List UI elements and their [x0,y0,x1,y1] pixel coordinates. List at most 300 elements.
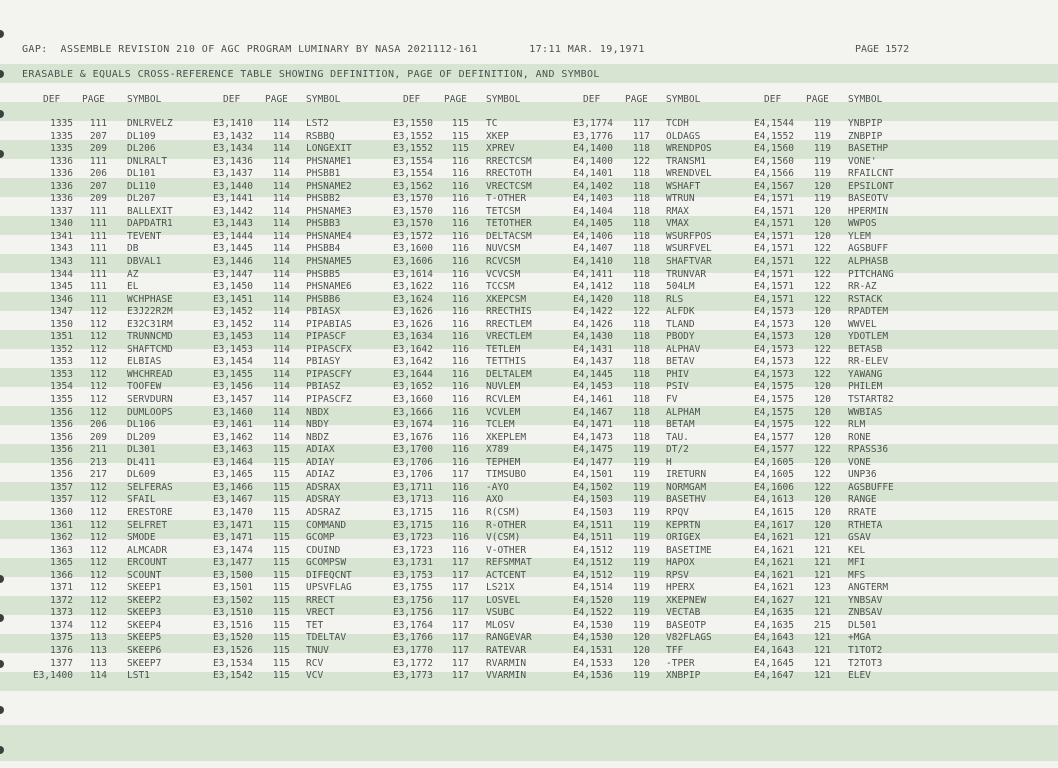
page-cell: 112 [89,318,107,330]
table-row [0,482,1058,495]
page-cell: 114 [272,143,290,155]
symbol-cell: KEL [848,544,866,556]
definition-cell: E3,1753 [392,569,433,581]
definition-cell: E3,1570 [392,205,433,217]
definition-cell: E3,1554 [392,155,433,167]
page-cell: 116 [451,218,469,230]
table-title: ERASABLE & EQUALS CROSS-REFERENCE TABLE SHOWING DEFINITION, PAGE OF DEFINITION, AND SYMBOL [22,69,600,80]
symbol-cell: RRECT [306,594,335,606]
definition-cell: 1343 [50,243,73,255]
definition-cell: 1363 [50,544,73,556]
symbol-cell: DUMLOOPS [127,406,173,418]
table-row [0,658,1058,671]
page-cell: 118 [632,368,650,380]
page-cell: 119 [632,456,650,468]
symbol-cell: SELFRET [127,519,168,531]
page-cell: 114 [272,368,290,380]
definition-cell: E4,1575 [753,406,794,418]
definition-cell: E4,1571 [753,293,794,305]
page-cell: 115 [272,644,290,656]
definition-cell: E4,1573 [753,306,794,318]
symbol-cell: PBODY [666,331,695,343]
page-cell: 115 [451,118,469,129]
symbol-cell: LST1 [127,670,150,682]
table-row [0,344,1058,357]
symbol-cell: BASEOTV [848,193,889,205]
definition-cell: E3,1552 [392,143,433,155]
page-cell: 120 [632,644,650,656]
symbol-cell: DL501 [848,619,877,631]
definition-cell: E4,1426 [572,318,613,330]
definition-cell: 1356 [50,406,73,418]
symbol-cell: GSAV [848,532,871,544]
symbol-cell: DB [127,243,139,255]
table-row [0,306,1058,319]
definition-cell: E4,1407 [572,243,613,255]
symbol-cell: BETAM [666,419,695,431]
page-cell: 116 [451,356,469,368]
symbol-cell: SKEEP2 [127,594,162,606]
symbol-cell: BASETHV [666,494,707,506]
page-cell: 111 [89,118,107,129]
symbol-cell: 504LM [666,281,695,293]
symbol-cell: FV [666,394,678,406]
symbol-cell: E3J22R2M [127,306,173,318]
symbol-cell: ERESTORE [127,506,173,518]
definition-cell: E4,1577 [753,431,794,443]
definition-cell: E4,1645 [753,657,794,669]
symbol-cell: AXO [486,494,504,506]
page-cell: 122 [632,155,650,167]
page-cell: 115 [272,532,290,544]
page-cell: 111 [89,293,107,305]
symbol-cell: PITCHANG [848,268,894,280]
symbol-cell: RLM [848,419,866,431]
page-cell: 117 [451,657,469,669]
symbol-cell: PBIASX [306,306,341,318]
definition-cell: E3,1622 [392,281,433,293]
definition-cell: E3,1451 [212,293,253,305]
definition-cell: E3,1400 [32,670,73,682]
definition-cell: 1377 [50,657,73,669]
symbol-cell: -TPER [666,657,695,669]
symbol-cell: TIMSUBO [486,469,527,481]
definition-cell: 1356 [50,444,73,456]
definition-cell: E3,1723 [392,544,433,556]
definition-cell: E3,1570 [392,193,433,205]
feed-hole-icon [0,30,4,38]
column-header-page: PAGE [625,94,648,105]
definition-cell: E3,1464 [212,456,253,468]
page-cell: 114 [272,243,290,255]
symbol-cell: BASEOTP [666,619,707,631]
definition-cell: E4,1571 [753,193,794,205]
page-cell: 114 [272,130,290,142]
page-cell: 117 [451,632,469,644]
page-cell: 121 [813,657,831,669]
definition-cell: E3,1467 [212,494,253,506]
page-cell: 120 [813,230,831,242]
definition-cell: E4,1512 [572,544,613,556]
page-cell: 116 [451,268,469,280]
symbol-cell: VVARMIN [486,670,527,682]
symbol-cell: NBDZ [306,431,329,443]
definition-cell: E4,1573 [753,356,794,368]
symbol-cell: TC [486,118,498,129]
page-cell: 119 [632,519,650,531]
page-cell: 114 [272,406,290,418]
symbol-cell: DELTACSM [486,230,532,242]
definition-cell: 1353 [50,356,73,368]
definition-cell: E3,1600 [392,243,433,255]
page-cell: 116 [451,456,469,468]
table-row [0,369,1058,382]
page-cell: 112 [89,481,107,493]
symbol-cell: WRENDVEL [666,168,712,180]
page-cell: 119 [632,557,650,569]
definition-cell: E3,1711 [392,481,433,493]
page-cell: 215 [813,619,831,631]
symbol-cell: DELTALEM [486,368,532,380]
definition-cell: E3,1713 [392,494,433,506]
definition-cell: E3,1445 [212,243,253,255]
definition-cell: E3,1456 [212,381,253,393]
definition-cell: 1340 [50,218,73,230]
page-cell: 119 [632,506,650,518]
definition-cell: E4,1514 [572,582,613,594]
definition-cell: E3,1776 [572,130,613,142]
page-cell: 121 [813,557,831,569]
page-cell: 112 [89,532,107,544]
page-cell: 115 [272,607,290,619]
table-row [0,469,1058,482]
definition-cell: E4,1617 [753,519,794,531]
table-row [0,457,1058,470]
page-cell: 119 [632,544,650,556]
page-cell: 112 [89,506,107,518]
symbol-cell: GCOMP [306,532,335,544]
symbol-cell: RPADTEM [848,306,889,318]
table-row [0,256,1058,269]
definition-cell: 1336 [50,180,73,192]
page-cell: 115 [272,519,290,531]
definition-cell: 1346 [50,293,73,305]
symbol-cell: EPSILONT [848,180,894,192]
symbol-cell: REFSMMAT [486,557,532,569]
page-cell: 114 [272,381,290,393]
definition-cell: E3,1436 [212,155,253,167]
symbol-cell: R(CSM) [486,506,521,518]
table-row [0,131,1058,144]
definition-cell: E4,1503 [572,494,613,506]
definition-cell: E4,1571 [753,205,794,217]
symbol-cell: PHSBB3 [306,218,341,230]
page-cell: 118 [632,180,650,192]
symbol-cell: RCV [306,657,324,669]
definition-cell: E4,1405 [572,218,613,230]
table-row [0,193,1058,206]
page-cell: 119 [632,594,650,606]
page-cell: 116 [451,205,469,217]
page-cell: 120 [813,218,831,230]
page-cell: 119 [632,670,650,682]
definition-cell: E4,1437 [572,356,613,368]
page-cell: 116 [451,406,469,418]
page-cell: 122 [813,419,831,431]
definition-cell: E3,1715 [392,519,433,531]
definition-cell: E4,1571 [753,268,794,280]
definition-cell: E3,1666 [392,406,433,418]
symbol-cell: WCHPHASE [127,293,173,305]
symbol-cell: DL206 [127,143,156,155]
symbol-cell: WHCHREAD [127,368,173,380]
symbol-cell: PHIV [666,368,689,380]
definition-cell: E3,1510 [212,607,253,619]
definition-cell: E3,1606 [392,256,433,268]
symbol-cell: TFF [666,644,684,656]
page-cell: 116 [451,381,469,393]
symbol-cell: TEPHEM [486,456,521,468]
symbol-cell: NORMGAM [666,481,707,493]
symbol-cell: VECTAB [666,607,701,619]
definition-cell: E4,1573 [753,331,794,343]
definition-cell: E3,1700 [392,444,433,456]
definition-cell: 1335 [50,118,73,129]
symbol-cell: RRECTOTH [486,168,532,180]
page-cell: 119 [632,481,650,493]
definition-cell: E3,1462 [212,431,253,443]
symbol-cell: DL110 [127,180,156,192]
definition-cell: E4,1605 [753,469,794,481]
table-row [0,243,1058,256]
definition-cell: 1355 [50,394,73,406]
page-cell: 122 [813,356,831,368]
symbol-cell: UPSVFLAG [306,582,352,594]
symbol-cell: PHILEM [848,381,883,393]
page-cell: 119 [813,130,831,142]
symbol-cell: R-OTHER [486,519,527,531]
page-cell: 116 [451,243,469,255]
symbol-cell: UNP36 [848,469,877,481]
page-cell: 117 [451,619,469,631]
definition-cell: E4,1571 [753,281,794,293]
definition-cell: 1357 [50,494,73,506]
definition-cell: E4,1520 [572,594,613,606]
symbol-cell: RFAILCNT [848,168,894,180]
symbol-cell: RRECTCSM [486,155,532,167]
definition-cell: 1373 [50,607,73,619]
page-cell: 207 [89,130,107,142]
definition-cell: E4,1400 [572,155,613,167]
symbol-cell: SFAIL [127,494,156,506]
definition-cell: E3,1770 [392,644,433,656]
definition-cell: E4,1544 [753,118,794,129]
page-cell: 116 [451,306,469,318]
page-cell: 121 [813,670,831,682]
column-header-page: PAGE [444,94,467,105]
symbol-cell: DIFEQCNT [306,569,352,581]
table-row [0,206,1058,219]
page-cell: 112 [89,406,107,418]
definition-cell: E4,1473 [572,431,613,443]
symbol-cell: ELBIAS [127,356,162,368]
definition-cell: E3,1437 [212,168,253,180]
definition-cell: E4,1635 [753,607,794,619]
definition-cell: 1350 [50,318,73,330]
definition-cell: E4,1412 [572,281,613,293]
column-header-symbol: SYMBOL [666,94,701,105]
symbol-cell: XKEPLEM [486,431,527,443]
page-cell: 120 [632,632,650,644]
symbol-cell: MFI [848,557,866,569]
definition-cell: E4,1566 [753,168,794,180]
table-row [0,281,1058,294]
definition-cell: E3,1562 [392,180,433,192]
symbol-cell: PHSBB6 [306,293,341,305]
page-cell: 118 [632,419,650,431]
definition-cell: 1353 [50,368,73,380]
definition-cell: E3,1772 [392,657,433,669]
definition-cell: 1341 [50,230,73,242]
page-cell: 116 [451,544,469,556]
page-cell: 119 [632,619,650,631]
symbol-cell: VCVCSM [486,268,521,280]
column-header-page: PAGE [265,94,288,105]
definition-cell: E3,1441 [212,193,253,205]
page-cell: 119 [813,143,831,155]
table-row [0,582,1058,595]
symbol-cell: TSTART82 [848,394,894,406]
symbol-cell: DL209 [127,431,156,443]
page-cell: 122 [813,368,831,380]
page-cell: 113 [89,644,107,656]
page-cell: 114 [272,293,290,305]
table-row [0,432,1058,445]
symbol-cell: DAPDATR1 [127,218,173,230]
table-row [0,118,1058,131]
symbol-cell: BASETIME [666,544,712,556]
page-cell: 112 [89,607,107,619]
definition-cell: E3,1463 [212,444,253,456]
symbol-cell: WSURFVEL [666,243,712,255]
definition-cell: E3,1552 [392,130,433,142]
symbol-cell: PBIASZ [306,381,341,393]
symbol-cell: SKEEP3 [127,607,162,619]
page-cell: 118 [632,168,650,180]
column-header-symbol: SYMBOL [306,94,341,105]
page-cell: 119 [632,569,650,581]
definition-cell: E3,1731 [392,557,433,569]
symbol-cell: ADIAY [306,456,335,468]
page-cell: 111 [89,218,107,230]
symbol-cell: BASETHP [848,143,889,155]
table-row [0,607,1058,620]
symbol-cell: AGSBUFF [848,243,889,255]
page-cell: 122 [813,469,831,481]
page-cell: 119 [813,193,831,205]
listing-title: GAP: ASSEMBLE REVISION 210 OF AGC PROGRAM LUMINARY BY NASA 2021112-161 17:11 MAR. 19,1971 [22,44,645,55]
page-cell: 112 [89,381,107,393]
symbol-cell: RSBBQ [306,130,335,142]
symbol-cell: VRECT [306,607,335,619]
symbol-cell: RR-AZ [848,281,877,293]
symbol-cell: SKEEP1 [127,582,162,594]
table-row [0,507,1058,520]
page-cell: 121 [813,594,831,606]
page-cell: 118 [632,256,650,268]
page-cell: 114 [272,205,290,217]
page-cell: 114 [272,180,290,192]
symbol-cell: DNLRALT [127,155,168,167]
symbol-cell: ADSRAY [306,494,341,506]
symbol-cell: RPSV [666,569,689,581]
page-cell: 114 [272,155,290,167]
symbol-cell: ALPHASB [848,256,889,268]
symbol-cell: ALPHAV [666,343,701,355]
definition-cell: E3,1434 [212,143,253,155]
symbol-cell: -AYO [486,481,509,493]
page-cell: 115 [451,130,469,142]
column-header-symbol: SYMBOL [127,94,162,105]
definition-cell: E3,1660 [392,394,433,406]
definition-cell: E4,1512 [572,557,613,569]
symbol-cell: PIPASCFZ [306,394,352,406]
definition-cell: E3,1614 [392,268,433,280]
page-cell: 118 [632,218,650,230]
symbol-cell: WRENDPOS [666,143,712,155]
definition-cell: E3,1516 [212,619,253,631]
definition-cell: E3,1652 [392,381,433,393]
page-cell: 114 [272,343,290,355]
definition-cell: E3,1453 [212,331,253,343]
symbol-cell: SKEEP5 [127,632,162,644]
page-cell: 118 [632,406,650,418]
page-cell: 209 [89,193,107,205]
symbol-cell: DL301 [127,444,156,456]
definition-cell: E4,1621 [753,557,794,569]
page-cell: 122 [813,268,831,280]
definition-cell: E4,1605 [753,456,794,468]
definition-cell: E4,1613 [753,494,794,506]
symbol-cell: T2TOT3 [848,657,883,669]
table-row [0,570,1058,583]
page-cell: 116 [451,318,469,330]
definition-cell: E4,1621 [753,544,794,556]
definition-cell: E4,1406 [572,230,613,242]
page-cell: 119 [632,607,650,619]
page-cell: 116 [451,180,469,192]
symbol-cell: PHSNAME2 [306,180,352,192]
page-cell: 114 [272,193,290,205]
table-row [0,557,1058,570]
definition-cell: E3,1410 [212,118,253,129]
definition-cell: E3,1550 [392,118,433,129]
symbol-cell: TCCSM [486,281,515,293]
table-row [0,143,1058,156]
page-cell: 211 [89,444,107,456]
symbol-cell: RSTACK [848,293,883,305]
page-cell: 120 [813,306,831,318]
symbol-cell: EL [127,281,139,293]
symbol-cell: NUVCSM [486,243,521,255]
page-cell: 122 [813,343,831,355]
page-cell: 117 [451,607,469,619]
symbol-cell: LONGEXIT [306,143,352,155]
symbol-cell: V(CSM) [486,532,521,544]
page-cell: 121 [813,632,831,644]
page-cell: 115 [272,506,290,518]
definition-cell: E4,1461 [572,394,613,406]
